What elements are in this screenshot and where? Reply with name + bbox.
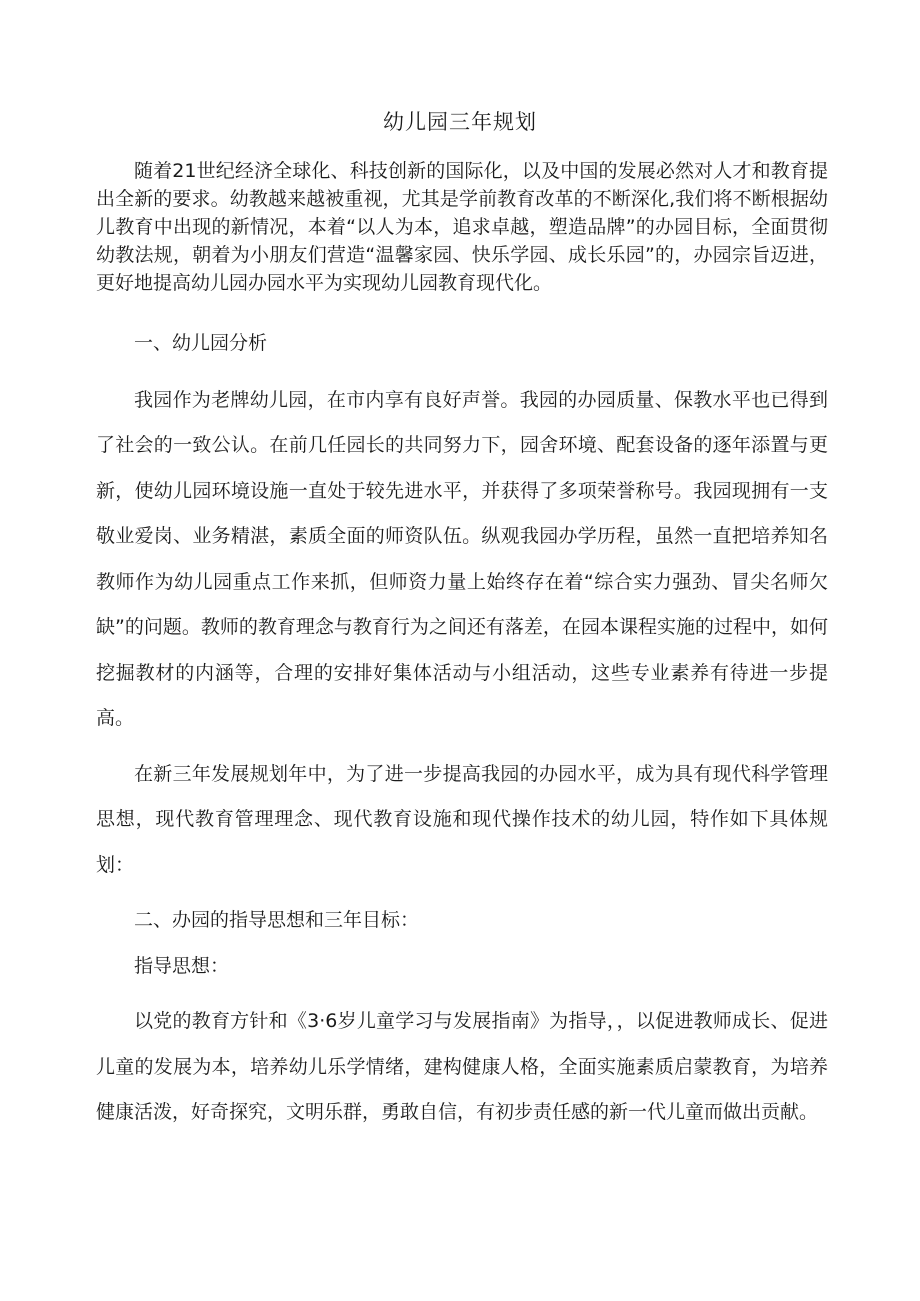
document-title: 幼儿园三年规划 (383, 110, 537, 134)
subheading-guiding-thought: 指导思想： (134, 954, 230, 977)
paragraph-intro: 随着21世纪经济全球化、科技创新的国际化，以及中国的发展必然对人才和教育提出全新的要求。幼教越来越被重视，尤其是学前教育改革的不断深化,我们将不断根据幼儿教育中出现的新情况，本着“以人为本，追求卓越，塑造品牌”的办园目标，全面贯彻幼教法规，朝着为小朋友们营造“温馨家园、快乐学园、成长乐园”的，办园宗旨迈进，更好地提高幼儿园办园水平为实现幼儿园教育现代化。 (96, 160, 828, 294)
document-body (96, 157, 828, 1136)
heading-section-2: 二、办园的指导思想和三年目标： (134, 909, 420, 931)
paragraph-analysis: 我园作为老牌幼儿园，在市内享有良好声誉。我园的办园质量、保教水平也已得到了社会的一致公认。在前几任园长的共同努力下，园舍环境、配套设备的逐年添置与更新，使幼儿园环境设施一直处于较先进水平，并获得了多项荣誉称号。我园现拥有一支敬业爱岗、业务精湛，素质全面的师资队伍。纵观我园办学历程，虽然一直把培养知名教师作为幼儿园重点工作来抓，但师资力量上始终存在着“综合实力强劲、冒尖名师欠缺”的问题。教师的教育理念与教育行为之间还有落差，在园本课程实施的过程中，如何挖掘教材的内涵等，合理的安排好集体活动与小组活动，这些专业素养有待进一步提高。 (96, 388, 828, 729)
heading-section-1: 一、幼儿园分析 (134, 332, 268, 354)
paragraph-plan-intro: 在新三年发展规划年中，为了进一步提高我园的办园水平，成为具有现代科学管理思想，现代教育管理理念、现代教育设施和现代操作技术的幼儿园，特作如下具体规划： (96, 762, 828, 876)
paragraph-guiding-thought: 以党的教育方针和《3·6岁儿童学习与发展指南》为指导，，以促进教师成长、促进儿童的发展为本，培养幼儿乐学情绪，建构健康人格，全面实施素质启蒙教育，为培养健康活泼，好奇探究，文明乐群，勇敢自信，有初步责任感的新一代儿童而做出贡献。 (96, 1010, 828, 1123)
